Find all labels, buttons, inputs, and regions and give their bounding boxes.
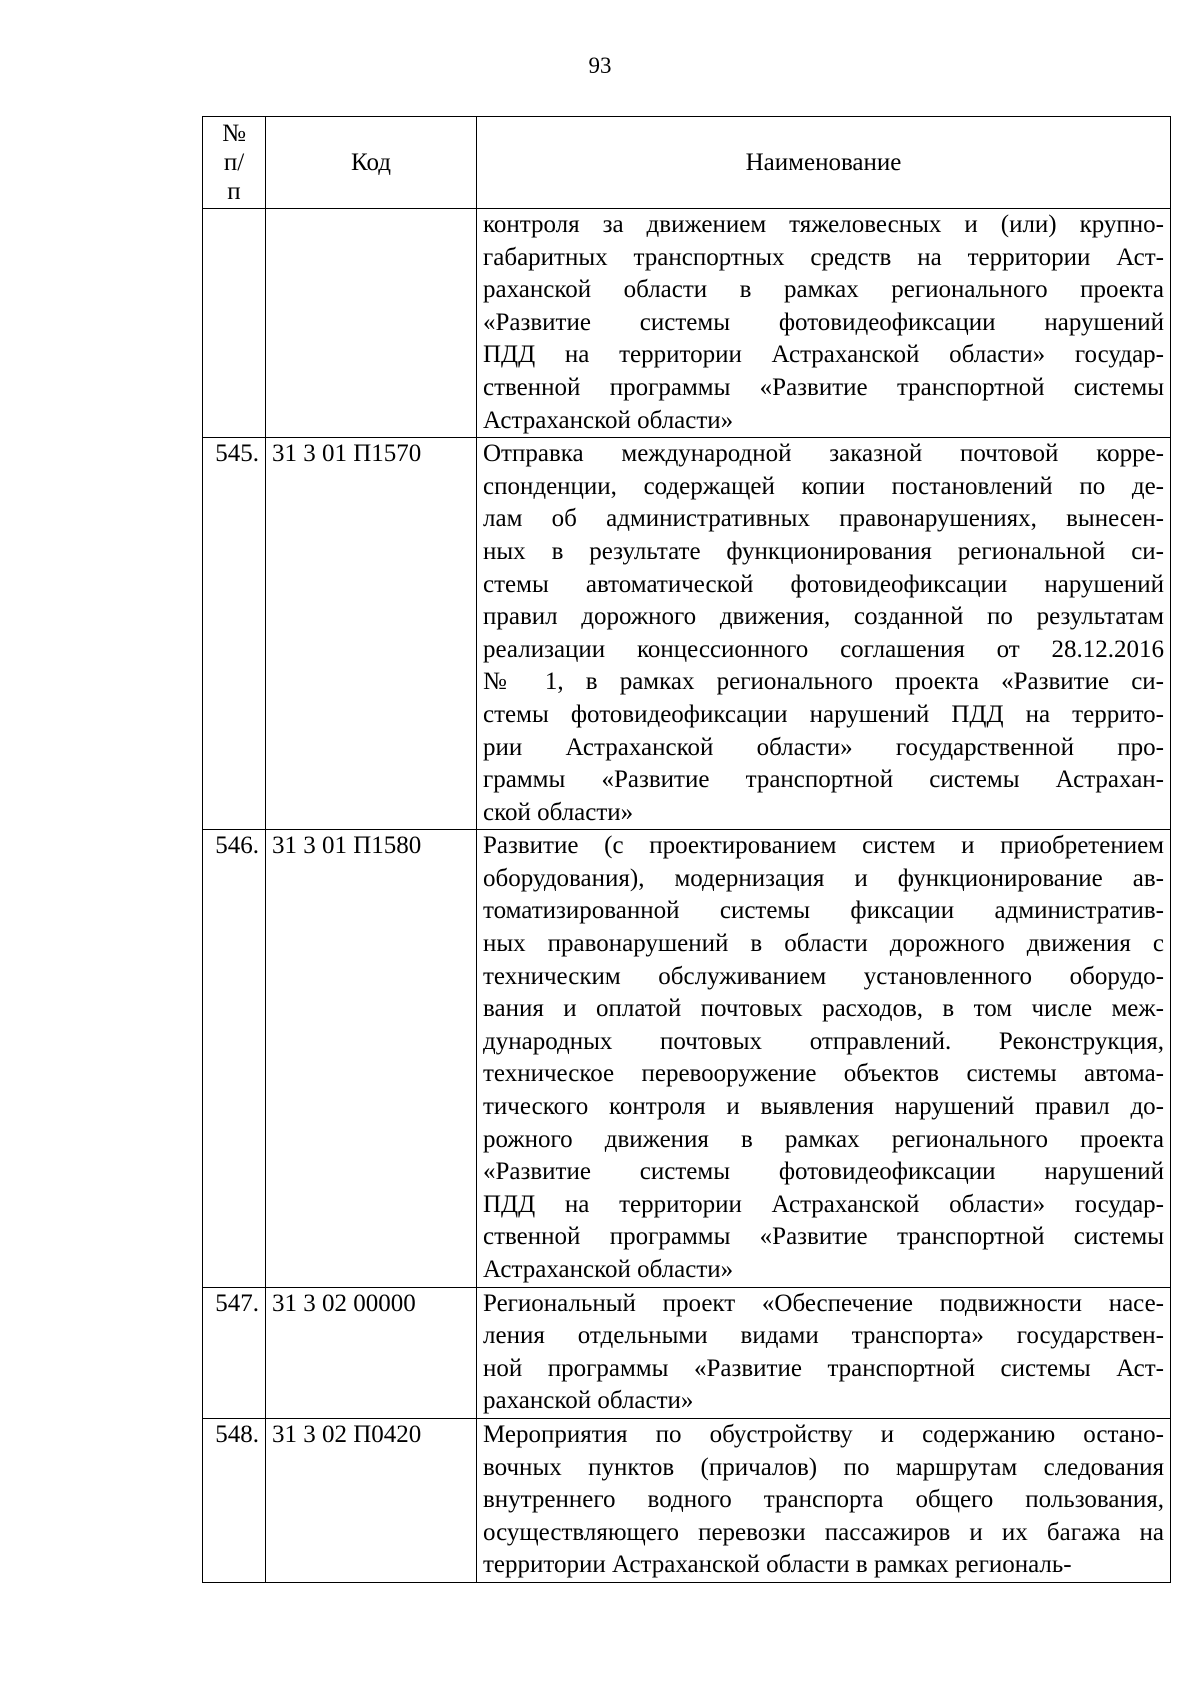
table-row [203,1287,1171,1418]
header-num [203,117,266,209]
row-name-line: рожного движения в рамках регионального проекта [483,1125,1164,1153]
row-name-line: техническое перевооружение объектов системы автома- [483,1060,1164,1088]
row-name-line: № 1, в рамках регионального проекта «Развитие си- [483,668,1164,696]
table-row [203,830,1171,1287]
row-name-line: ных в результате функционирования региональной си- [483,537,1164,565]
row-name-line: тического контроля и выявления нарушений правил до- [483,1093,1164,1121]
row-name-line: правил дорожного движения, созданной по результатам [483,603,1164,631]
row-name-line: техническим обслуживанием установленного оборудо- [483,962,1164,990]
row-number-cell [203,209,266,438]
row-number-cell: 545. [203,438,266,830]
row-name-line: рии Астраханской области» государственной про- [483,733,1164,761]
row-name-line: Астраханской области» [483,406,734,434]
header-num-part: п/п [223,149,245,205]
page-number: 93 [588,53,612,78]
row-name-line: ных правонарушений в области дорожного движения с [483,930,1164,958]
row-code-cell: 31 3 02 П0420 [266,1418,477,1582]
row-name-line: внутреннего водного транспорта общего пользования, [483,1486,1164,1514]
row-name-cell [477,209,1171,438]
row-name-cell [477,1418,1171,1582]
row-name-line: томатизированной системы фиксации административ- [483,897,1164,925]
row-name-line: вочных пунктов (причалов) по маршрутам следования [483,1453,1164,1481]
row-name-line: раханской области» [483,1387,694,1415]
header-name: Наименование [477,117,1171,209]
row-number-cell: 546. [203,830,266,1287]
row-code-cell [266,209,477,438]
row-name-line: «Развитие системы фотовидеофиксации нарушений [483,308,1164,336]
table-header-row [203,117,1171,209]
row-number-cell: 548. [203,1418,266,1582]
row-name-line: Развитие (с проектированием систем и приобретением [483,832,1164,860]
row-name-cell [477,438,1171,830]
row-name-line: осуществляющего перевозки пассажиров и их багажа на [483,1518,1164,1546]
row-name-line: ственной программы «Развитие транспортной системы [483,1223,1164,1251]
table-row [203,1418,1171,1582]
row-name-line: раханской области в рамках регионального проекта [483,276,1164,304]
row-code-cell: 31 3 02 00000 [266,1287,477,1418]
row-name-line: ПДД на территории Астраханской области» государ- [483,341,1164,369]
row-name-line: ПДД на территории Астраханской области» государ- [483,1190,1164,1218]
table-row [203,438,1171,830]
row-name-line: ления отдельными видами транспорта» государствен- [483,1322,1164,1350]
row-name-line: Региональный проект «Обеспечение подвижности насе- [483,1289,1164,1317]
row-name-line: контроля за движением тяжеловесных и (или) крупно- [483,211,1164,238]
row-name-line: стемы фотовидеофиксации нарушений ПДД на террито- [483,700,1164,728]
row-name-line: ственной программы «Развитие транспортной системы [483,373,1164,401]
table-body [203,209,1171,1583]
budget-classification-table [202,116,1171,1583]
row-name-line: габаритных транспортных средств на территории Аст- [483,243,1164,271]
row-name-line: оборудования), модернизация и функционирование ав- [483,864,1164,892]
row-name-line: граммы «Развитие транспортной системы Астрахан- [483,766,1164,794]
row-name-line: спонденции, содержащей копии постановлений по де- [483,472,1164,500]
row-name-line: «Развитие системы фотовидеофиксации нарушений [483,1158,1164,1186]
row-name-line: Мероприятия по обустройству и содержанию остано- [483,1420,1164,1448]
row-name-line: ной программы «Развитие транспортной системы Аст- [483,1354,1164,1382]
row-code-cell: 31 3 01 П1570 [266,438,477,830]
header-num-part: № [222,120,246,147]
row-name-line: вания и оплатой почтовых расходов, в том числе меж- [483,995,1164,1023]
row-name-line: Отправка международной заказной почтовой корре- [483,440,1164,468]
row-code-cell: 31 3 01 П1580 [266,830,477,1287]
row-name-line: Астраханской области» [483,1256,734,1283]
row-name-line: лам об административных правонарушениях, вынесен- [483,505,1164,533]
row-name-line: стемы автоматической фотовидеофиксации нарушений [483,570,1164,598]
row-number-cell: 547. [203,1287,266,1418]
row-name-line: ской области» [483,798,634,826]
row-name-cell [477,830,1171,1287]
header-num-label [219,119,249,206]
header-code: Код [266,117,477,209]
row-name-line: реализации концессионного соглашения от 28.12.2016 [483,635,1164,663]
row-name-line: территории Астраханской области в рамках региональ- [483,1551,1072,1579]
row-name-cell [477,1287,1171,1418]
row-name-line: дународных почтовых отправлений. Реконструкция, [483,1027,1164,1055]
table-row [203,209,1171,438]
